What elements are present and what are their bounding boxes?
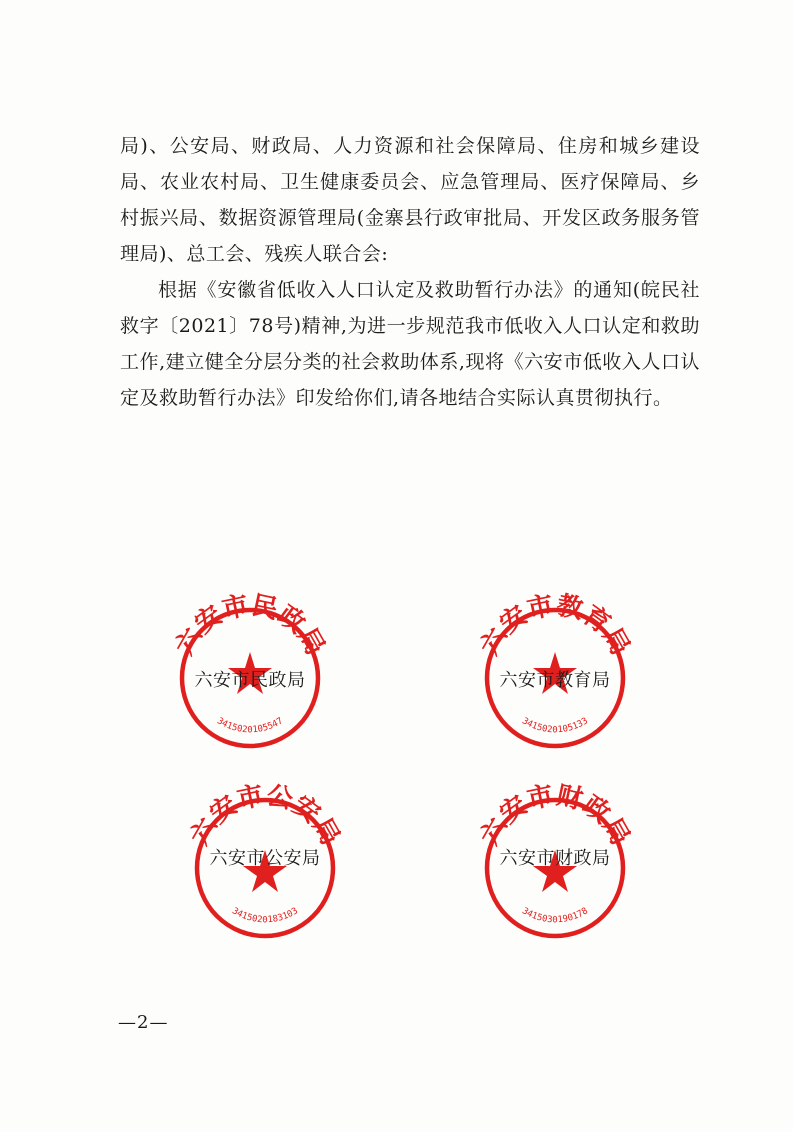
seal-caption: 六安市财政局 [499, 848, 611, 869]
seal-public-security [180, 780, 350, 940]
seal-caption: 六安市教育局 [499, 670, 611, 691]
seal-ring-text: 六安市财政局 [474, 780, 636, 851]
notice-paragraph: 根据《安徽省低收入人口认定及救助暂行办法》的通知(皖民社救字〔2021〕78号)精神,为进一步规范我市低收入人口认定和救助工作,建立健全分层分类的社会救助体系,现将《六安市低收入人口认定及救助暂行办法》印发给你们,请各地结合实际认真贯彻执行。 [120, 279, 700, 409]
seal-caption: 六安市民政局 [194, 670, 306, 691]
seal-code: 3415020105547 [215, 716, 285, 736]
seal-ring-text: 六安市公安局 [184, 780, 346, 851]
seal-code: 3415020183103 [230, 906, 300, 926]
seal-civil-affairs [165, 590, 335, 750]
seal-education [470, 590, 640, 750]
recipients-paragraph: 局)、公安局、财政局、人力资源和社会保障局、住房和城乡建设局、农业农村局、卫生健康委员会、应急管理局、医疗保障局、乡村振兴局、数据资源管理局(金寨县行政审批局、开发区政务服务管理局)、总工会、残疾人联合会: [120, 135, 700, 265]
page-number: —2— [118, 1012, 169, 1033]
seal-code: 3415030190178 [520, 906, 590, 926]
seal-code: 3415020105133 [520, 716, 590, 736]
document-body [120, 128, 700, 416]
seal-caption: 六安市公安局 [209, 848, 321, 869]
seal-finance [470, 780, 640, 940]
seal-ring-text: 六安市民政局 [169, 590, 331, 661]
seal-ring-text: 六安市教育局 [474, 590, 636, 661]
